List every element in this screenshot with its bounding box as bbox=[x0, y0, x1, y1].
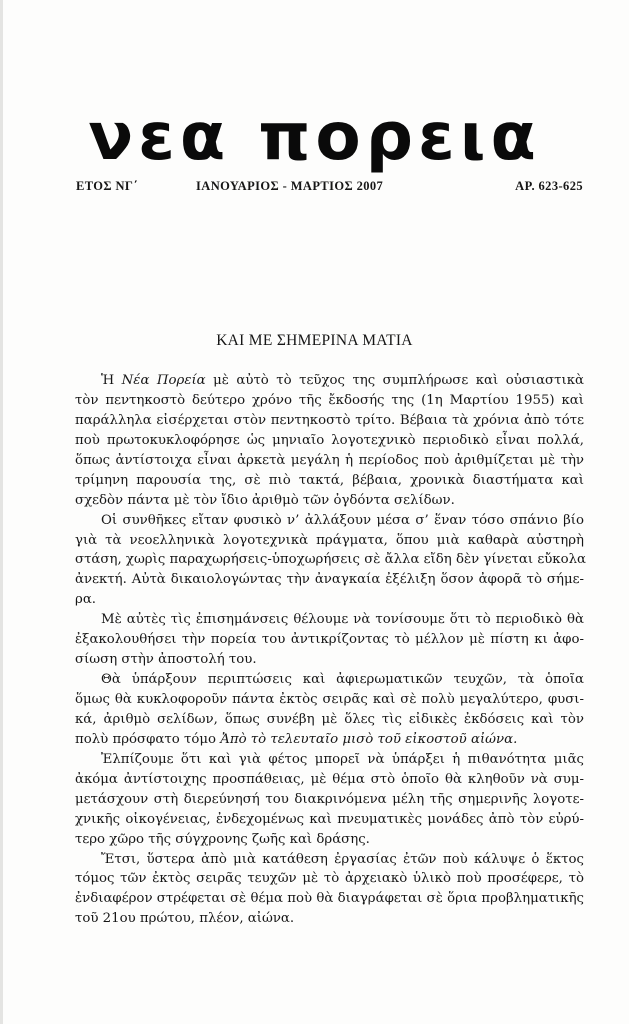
text-line bbox=[75, 750, 584, 770]
text-line bbox=[75, 710, 584, 730]
text-segment: παράλληλα εἰσέρχεται στὸν πεντηκοστὸ τρίτο. Βέβαια τὰ χρόνια ἀπὸ τότε bbox=[75, 412, 584, 428]
text-segment: Ἐλπίζουμε ὅτι καὶ γιὰ φέτος μπορεῖ νὰ ὑπάρξει ἡ πιθανότητα μιᾶς bbox=[101, 751, 584, 767]
text-line bbox=[75, 810, 584, 830]
text-segment: ἐξακολουθήσει τὴν πορεία του ἀντικρίζοντας τὸ μέλλον μὲ πίστη κι ἀφο- bbox=[75, 632, 584, 648]
text-segment: ποὺ πρωτοκυκλοφόρησε ὡς μηνιαῖο λογοτεχνικὸ περιοδικὸ εἶναι πολλά, bbox=[75, 432, 584, 448]
text-segment: τόμος τῶν ἐκτὸς σειρᾶς τευχῶν μὲ τὸ ἀρχειακὸ ὑλικὸ ποὺ προσέφερε, τὸ bbox=[75, 871, 584, 887]
text-segment: ἀνεκτή. Αὐτὰ δικαιολογώντας τὴν ἀναγκαία ἐξέλιξη ὅσον ἀφορᾶ τὸ σήμε- bbox=[75, 572, 584, 588]
text-segment: Θὰ ὑπάρξουν περιπτώσεις καὶ ἀφιερωματικῶν τευχῶν, τὰ ὁποῖα bbox=[101, 672, 584, 688]
text-line bbox=[75, 670, 584, 690]
magazine-logo: νεα πορεια bbox=[88, 98, 541, 175]
text-segment: σχεδὸν πάντα μὲ τὸν ἴδιο ἀριθμὸ τῶν ὀγδόντα σελίδων. bbox=[75, 492, 455, 508]
text-line bbox=[75, 650, 584, 670]
text-line bbox=[75, 850, 584, 870]
article-title: ΚΑΙ ΜΕ ΣΗΜΕΡΙΝΑ ΜΑΤΙΑ bbox=[216, 332, 413, 349]
volume-year: ΕΤΟΣ ΝΓ΄ bbox=[76, 179, 138, 193]
text-line bbox=[75, 550, 587, 570]
text-line bbox=[75, 909, 584, 929]
text-segment: ἐνδιαφέρον στρέφεται σὲ θέμα ποὺ θὰ διαγράφεται σὲ ὅρια προβληματικῆς bbox=[75, 891, 584, 907]
text-line bbox=[75, 511, 584, 531]
text-line bbox=[75, 790, 584, 810]
text-line bbox=[75, 431, 584, 451]
text-line bbox=[75, 730, 584, 750]
text-segment: Ἔτσι, ὕστερα ἀπὸ μιὰ κατάθεση ἐργασίας ἐτῶν ποὺ κάλυψε ὁ ἕκτος bbox=[101, 851, 584, 867]
text-segment: ρα. bbox=[75, 592, 97, 608]
text-segment: στάση, χωρὶς παραχωρήσεις-ὑποχωρήσεις σὲ ἄλλα εἴδη δὲν γίνεται εὔκολα bbox=[75, 552, 587, 568]
text-segment: τερο χῶρο τῆς σύγχρονης ζωῆς καὶ δράσης. bbox=[75, 831, 370, 847]
text-segment: σίωση στὴν ἀποστολή του. bbox=[75, 652, 257, 668]
text-segment: ὅμως θὰ κυκλοφοροῦν πάντα ἐκτὸς σειρᾶς καὶ σὲ πολὺ μεγαλύτερο, φυσι- bbox=[75, 692, 584, 707]
text-line bbox=[75, 869, 584, 889]
issue-period: ΙΑΝΟΥΑΡΙΟΣ - ΜΑΡΤΙΟΣ 2007 bbox=[196, 179, 384, 193]
text-segment: τὸν πεντηκοστὸ δεύτερο χρόνο τῆς ἔκδοσής της (1η Μαρτίου 1955) καὶ bbox=[75, 392, 584, 408]
text-segment: Ἡ bbox=[101, 373, 122, 388]
text-line bbox=[75, 570, 584, 590]
text-line bbox=[75, 590, 584, 610]
text-line bbox=[75, 830, 584, 850]
text-line bbox=[75, 491, 584, 511]
text-segment: μετάσχουν στὴ διερεύνησή του διακρινόμενα μέλη τῆς σημερινῆς λογοτε- bbox=[75, 791, 584, 807]
text-segment: ἀκόμα ἀντίστοιχης προσπάθειας, μὲ θέμα στὸ ὁποῖο θὰ κληθοῦν νὰ συμ- bbox=[75, 771, 584, 787]
text-line bbox=[75, 630, 584, 650]
text-segment: ὅπως ἀντίστοιχα εἶναι ἀρκετὰ μεγάλη ἡ περίοδος ποὺ ἀριθμίζεται μὲ τὴν bbox=[75, 452, 584, 468]
text-line bbox=[75, 471, 584, 491]
text-line bbox=[75, 411, 584, 431]
text-line bbox=[75, 690, 584, 710]
text-line bbox=[75, 531, 584, 551]
text-segment: κά, ἀριθμὸ σελίδων, ὅπως συνέβη μὲ ὅλες τὶς εἰδικὲς ἐκδόσεις καὶ τὸν bbox=[75, 711, 584, 727]
italic-title: Νέα Πορεία bbox=[121, 373, 206, 388]
article-body bbox=[75, 371, 587, 929]
text-segment: Μὲ αὐτὲς τὶς ἐπισημάνσεις θέλουμε νὰ τονίσουμε ὅτι τὸ περιοδικὸ θὰ bbox=[101, 612, 584, 628]
text-segment: πολὺ πρόσφατο τόμο bbox=[75, 731, 221, 747]
text-line bbox=[75, 770, 584, 790]
issue-number: ΑΡ. 623-625 bbox=[515, 179, 583, 193]
italic-title: Ἀπὸ τὸ τελευταῖο μισὸ τοῦ εἰκοστοῦ αἰώνα. bbox=[220, 731, 518, 747]
text-segment: τοῦ 21ου πρώτου, πλέον, αἰώνα. bbox=[75, 911, 295, 927]
text-segment: Οἱ συνθῆκες εἴταν φυσικὸ ν’ ἀλλάξουν μέσα σ’ ἕναν τόσο σπάνιο βίο bbox=[101, 512, 584, 528]
text-segment: μὲ αὐτὸ τὸ τεῦχος της συμπλήρωσε καὶ οὐσιαστικὰ bbox=[205, 373, 584, 388]
text-line bbox=[75, 451, 584, 471]
text-segment: τρίμηνη παρουσία της, σὲ πιὸ τακτά, βέβαια, χρονικὰ διαστήματα καὶ bbox=[75, 472, 584, 488]
text-line bbox=[75, 391, 584, 411]
text-line bbox=[75, 610, 584, 630]
text-segment: γιὰ τὰ νεοελληνικὰ λογοτεχνικὰ πράγματα, ὅπου μιὰ καθαρὰ αὐστηρὴ bbox=[75, 532, 584, 548]
text-line bbox=[75, 371, 584, 391]
text-segment: χνικῆς οἰκογένειας, ἐνδεχομένως καὶ πνευματικὲς μονάδες ἀπὸ τὸν εὐρύ- bbox=[75, 811, 584, 827]
text-line bbox=[75, 889, 584, 909]
